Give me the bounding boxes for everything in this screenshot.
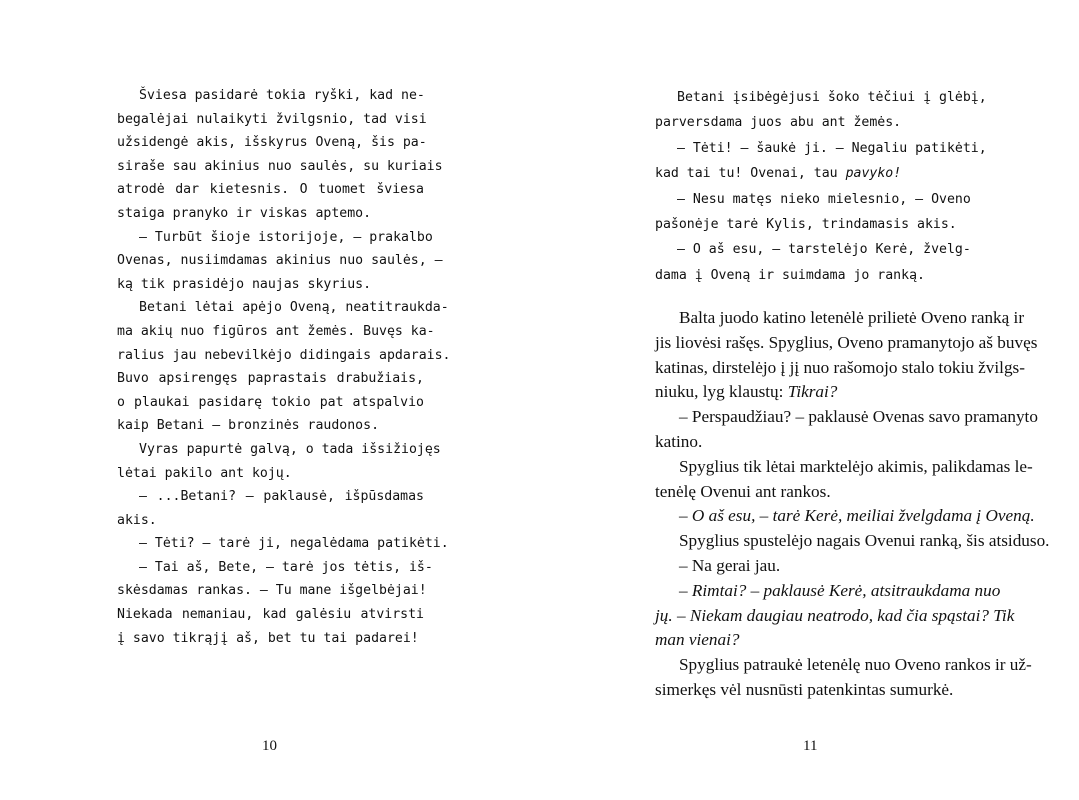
text-line: katinas, dirstelėjo į jį nuo rašomojo stalo tokiu žvilgs- [655, 357, 1025, 377]
text-line: – Tėti? – tarė ji, negalėdama patikėti. [139, 536, 449, 552]
text-line: užsidengė akis, išskyrus Oveną, šis pa- [117, 135, 427, 151]
text-line: dama į Oveną ir suimdama jo ranką. [655, 267, 925, 283]
text-line [655, 161, 963, 186]
text-line: ką tik prasidėjo naujas skyrius. [117, 276, 372, 292]
text-line: – ...Betani? – paklausė, išpūsdamas [139, 489, 424, 505]
text-line: Niekada nemaniau, kad galėsiu atvirsti [117, 607, 424, 623]
text-line: – Nesu matęs nieko mielesnio, – Oveno [677, 191, 971, 207]
text-line: skėsdamas rankas. – Tu mane išgelbėjai! [117, 583, 427, 599]
text-line: o plaukai pasidarę tokio pat atspalvio [117, 394, 424, 410]
text-span: niuku, lyg klaustų: [655, 382, 788, 402]
text-line: begalėjai nulaikyti žvilgsnio, tad visi [117, 111, 427, 127]
text-line: Ovenas, nusiimdamas akinius nuo saulės, – [117, 253, 443, 269]
text-line: – Na gerai jau. [679, 555, 781, 575]
text-line: tenėlę Ovenui ant rankos. [655, 481, 831, 501]
text-line: Spyglius tik lėtai marktelėjo akimis, palikdamas le- [679, 456, 1033, 476]
text-line: kaip Betani – bronzinės raudonos. [117, 418, 380, 434]
page-number: 11 [803, 738, 818, 754]
text-line: – Turbūt šioje istorijoje, – prakalbo [139, 229, 433, 245]
text-line: ma akių nuo figūros ant žemės. Buvęs ka- [117, 323, 435, 339]
italic-span: pavyko! [845, 166, 902, 182]
text-span: kad tai tu! Ovenai, tau [655, 166, 846, 182]
text-line: – Tėti! – šaukė ji. – Negaliu patikėti, [677, 140, 987, 156]
text-line [655, 380, 965, 405]
left-page-text [117, 84, 451, 650]
text-line: staiga pranyko ir viskas aptemo. [117, 205, 372, 221]
text-line: lėtai pakilo ant kojų. [117, 465, 292, 481]
text-line: – Perspaudžiau? – paklausė Ovenas savo pramanyto [679, 407, 1038, 427]
text-line: jų. – Niekam daugiau neatrodo, kad čia spąstai? Tik [655, 605, 1015, 625]
text-line: Betani lėtai apėjo Oveną, neatitraukda- [139, 300, 449, 316]
text-line: Spyglius patraukė letenėlę nuo Oveno rankos ir už- [679, 655, 1032, 675]
text-line: man vienai? [655, 630, 740, 650]
text-line: Spyglius spustelėjo nagais Ovenui ranką, šis atsiduso. [679, 531, 1050, 551]
text-line: Betani įsibėgėjusi šoko tėčiui į glėbį, [677, 90, 987, 105]
text-line: ralius jau nebevilkėjo didingais apdarais. [117, 347, 451, 363]
text-line: parversdama juos abu ant žemės. [655, 115, 902, 131]
text-line: – Tai aš, Bete, – tarė jos tėtis, iš- [139, 559, 433, 575]
text-line: į savo tikrąjį aš, bet tu tai padarei! [117, 630, 419, 646]
text-line: katino. [655, 431, 703, 451]
right-page-mono-text [655, 85, 987, 288]
text-line: jis liovėsi rašęs. Spyglius, Oveno pramanytojo aš buvęs [655, 332, 1038, 352]
text-line: simerkęs vėl nusnūsti patenkintas sumurkė. [655, 679, 954, 699]
text-line: – O aš esu, – tarstelėjo Kerė, žvelg- [677, 242, 971, 258]
right-page [540, 0, 1079, 800]
text-line: Šviesa pasidarė tokia ryški, kad ne- [139, 88, 425, 103]
text-line: pašonėje tarė Kylis, trindamasis akis. [655, 217, 957, 233]
text-line: Vyras papurtė galvą, o tada išsižiojęs [139, 441, 441, 457]
page-number: 10 [262, 738, 277, 754]
right-page-serif-text [655, 306, 1050, 703]
text-line: – Rimtai? – paklausė Kerė, atsitraukdama nuo [679, 580, 1001, 600]
text-line: – O aš esu, – tarė Kerė, meiliai žvelgdama į Oveną. [679, 506, 1035, 526]
text-line: Balta juodo katino letenėlė prilietė Oveno ranką ir [679, 308, 1025, 327]
text-line: siraše sau akinius nuo saulės, su kuriais [117, 158, 443, 174]
text-line: Buvo apsirengęs paprastais drabužiais, [117, 371, 424, 387]
text-line: akis. [117, 512, 157, 528]
italic-span: Tikrai? [787, 382, 838, 402]
text-line: atrodė dar kietesnis. O tuomet šviesa [117, 182, 424, 198]
